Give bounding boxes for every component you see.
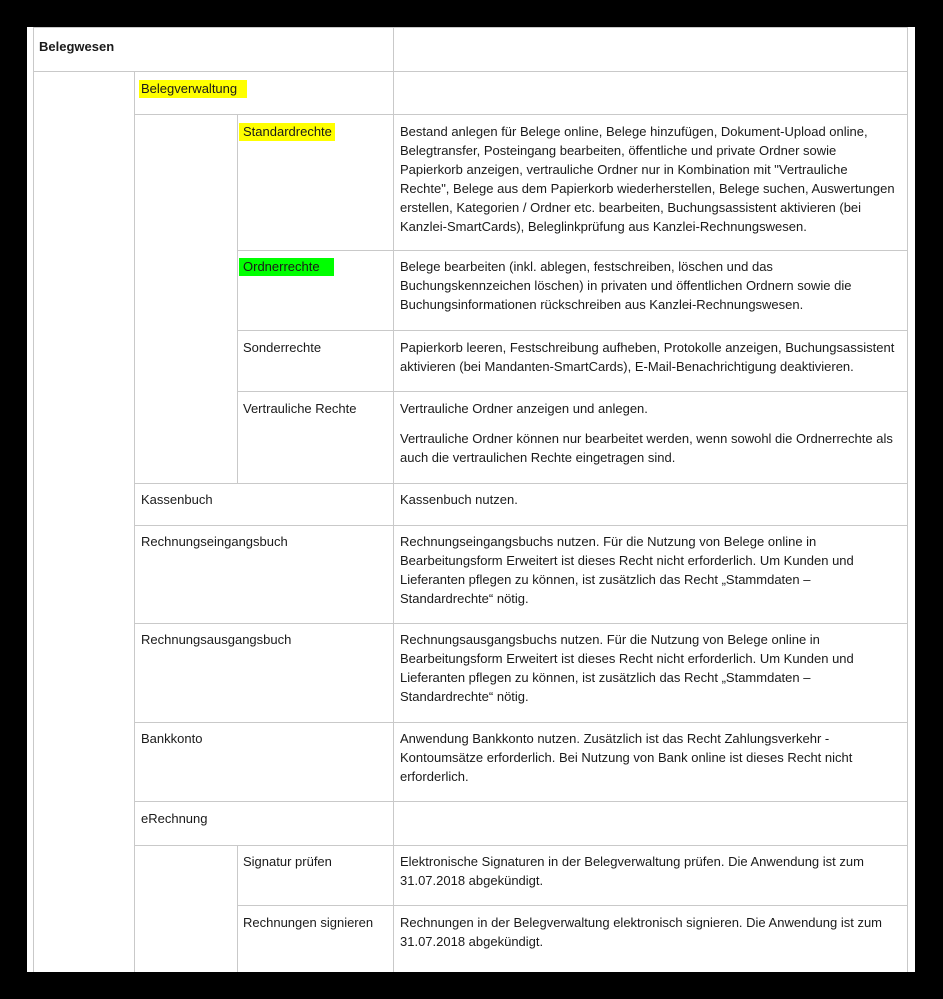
ordnerrechte-desc-text: Belege bearbeiten (inkl. ablegen, festschreiben, löschen und das Buchungskennzeichen löschen) in privaten und öffentlichen Ordnern sowie die Buchungsinformationen rückschreiben aus Kanzlei-Rechnungswesen. <box>400 259 852 312</box>
standardrechte-desc <box>400 122 900 236</box>
rechnungsausgangsbuch-label: Rechnungsausgangsbuch <box>141 632 292 647</box>
standardrechte-desc-text: Bestand anlegen für Belege online, Belege hinzufügen, Dokument-Upload online, Belegtransfer, Posteingang bearbeiten, öffentliche und private Ordner sowie Papierkorb anzeigen, vertrauliche Ordner nur in Kombination mit "Vertrauliche Rechte", Belege aus dem Papierkorb wiederherstellen, Belege suchen, Auswertungen erstellen, Kategorien / Ordner etc. bearbeiten, Buchungsassistent aktivieren (bei Kanzlei-SmartCards), Beleglinkprüfung aus Kanzlei-Rechnungswesen. <box>400 124 895 234</box>
grid-line <box>393 27 394 972</box>
signatur-pruefen-desc-text: Elektronische Signaturen in der Belegverwaltung prüfen. Die Anwendung ist zum 31.07.2018 abgekündigt. <box>400 854 864 888</box>
rechnungseingangsbuch-label: Rechnungseingangsbuch <box>141 534 288 549</box>
grid-line <box>33 71 908 72</box>
rechnungsausgangsbuch-desc-text: Rechnungsausgangsbuchs nutzen. Für die Nutzung von Belege online in Bearbeitungsform Erweitert ist dieses Recht nicht erforderlich. Um Kunden und Lieferanten pflegen zu können, ist zusätzlich das Recht „Stammdaten – Standardrechte“ nötig. <box>400 632 854 704</box>
rechnungseingangsbuch-desc-text: Rechnungseingangsbuchs nutzen. Für die Nutzung von Belege online in Bearbeitungsform Erweitert ist dieses Recht nicht erforderlich. Um Kunden und Lieferanten pflegen zu können, ist zusätzlich das Recht „Stammdaten – Standardrechte“ nötig. <box>400 534 854 606</box>
ordnerrechte-label: Ordnerrechte <box>243 259 320 274</box>
permissions-table <box>27 27 915 972</box>
bankkonto-desc-text: Anwendung Bankkonto nutzen. Zusätzlich ist das Recht Zahlungsverkehr - Kontoumsätze erforderlich. Bei Nutzung von Bank online ist dieses Recht nicht erforderlich. <box>400 731 853 784</box>
section-title: Belegwesen <box>39 39 115 54</box>
grid-line <box>237 905 908 906</box>
kassenbuch-label: Kassenbuch <box>141 492 213 507</box>
vertrauliche-rechte-desc <box>400 399 900 467</box>
kassenbuch-desc <box>400 490 900 509</box>
vertrauliche-rechte-label: Vertrauliche Rechte <box>243 401 357 416</box>
grid-line <box>134 722 908 723</box>
grid-line <box>134 483 908 484</box>
rechnungseingangsbuch-desc <box>400 532 900 608</box>
belegverwaltung-label: Belegverwaltung <box>141 81 238 96</box>
grid-line <box>907 27 908 972</box>
grid-line <box>33 27 908 28</box>
signatur-pruefen-label: Signatur prüfen <box>243 854 332 869</box>
ordnerrechte-highlight <box>239 258 334 276</box>
grid-line <box>134 525 908 526</box>
kassenbuch-desc-text: Kassenbuch nutzen. <box>400 492 518 507</box>
grid-line <box>134 623 908 624</box>
vertrauliche-rechte-desc-text: Vertrauliche Ordner anzeigen und anlegen. <box>400 401 648 416</box>
erechnung-label: eRechnung <box>141 811 208 826</box>
grid-line <box>134 801 908 802</box>
signatur-pruefen-desc <box>400 852 900 890</box>
sonderrechte-desc-text: Papierkorb leeren, Festschreibung aufheben, Protokolle anzeigen, Buchungsassistent aktivieren (bei Mandanten-SmartCards), E-Mail-Benachrichtigung deaktivieren. <box>400 340 895 374</box>
grid-line <box>237 845 238 972</box>
bankkonto-label: Bankkonto <box>141 731 203 746</box>
sonderrechte-label: Sonderrechte <box>243 340 322 355</box>
belegverwaltung-highlight <box>139 80 247 98</box>
ordnerrechte-desc <box>400 257 900 314</box>
rechnungsausgangsbuch-desc <box>400 630 900 706</box>
grid-line <box>237 391 908 392</box>
standardrechte-highlight <box>239 123 335 141</box>
rechnungen-signieren-desc-text: Rechnungen in der Belegverwaltung elektronisch signieren. Die Anwendung ist zum 31.07.2018 abgekündigt. <box>400 915 883 949</box>
rechnungen-signieren-desc <box>400 913 900 951</box>
grid-line <box>134 114 908 115</box>
grid-line <box>134 845 908 846</box>
rechnungen-signieren-label: Rechnungen signieren <box>243 915 374 930</box>
bankkonto-desc <box>400 729 900 786</box>
grid-line <box>134 71 135 972</box>
grid-line <box>237 250 908 251</box>
standardrechte-label: Standardrechte <box>243 124 332 139</box>
sonderrechte-desc <box>400 338 900 376</box>
grid-line <box>237 114 238 483</box>
vertrauliche-rechte-desc-note: Vertrauliche Ordner können nur bearbeitet werden, wenn sowohl die Ordnerrechte als auch die vertraulichen Rechte eingetragen sind. <box>400 431 893 465</box>
grid-line <box>33 27 34 972</box>
grid-line <box>237 330 908 331</box>
